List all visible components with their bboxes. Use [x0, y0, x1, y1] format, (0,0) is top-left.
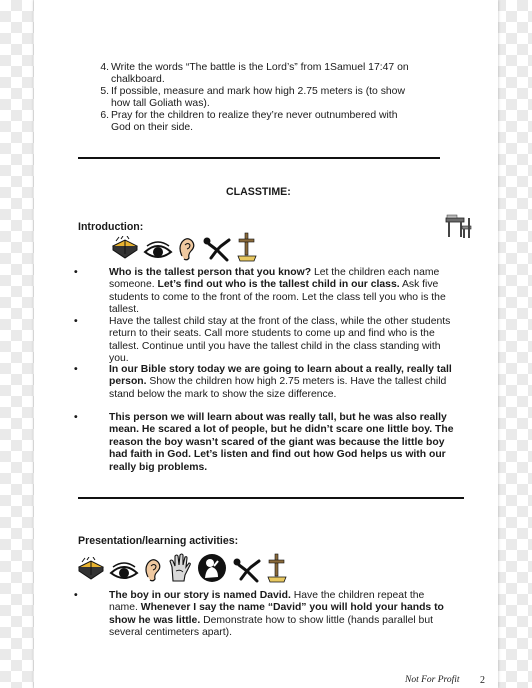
ear-icon [176, 236, 198, 262]
hand-icon [167, 553, 193, 583]
bullet-text: Demonstrate how to show little (hands parallel but several centimeters apart). [109, 614, 433, 639]
bullet-text: Show the children how high 2.75 meters is. Have the tallest child stand below the mark to show the size difference. [109, 376, 447, 400]
bullet-bold-text: Who is the tallest person that you know? [109, 267, 312, 278]
eye-icon [109, 561, 139, 583]
bullet-text: Have the children repeat the name. [109, 590, 425, 614]
list-item [74, 316, 454, 366]
stretching-person-icon [231, 557, 263, 583]
bullet-icon: • [74, 364, 78, 375]
bullet-icon: • [74, 267, 78, 278]
step-text: Write the words “The battle is the Lord’s” from 1Samuel 17:47 on chalkboard. [111, 62, 409, 86]
bullet-text: Ask five students to come to the front of the room. Let the class tell you who is the tallest. [109, 279, 446, 316]
list-item [75, 86, 415, 111]
page-number: 2 [480, 675, 485, 686]
bullet-text: Have the tallest child stay at the front of the class, while the other students return to their seats. Call more students to come up and find who is the tallest. Continue until you have the tallest child in the class standing with you. [109, 316, 451, 365]
cross-icon [236, 232, 258, 262]
list-item [75, 110, 415, 135]
presentation-icon-bar [76, 553, 288, 583]
classtime-heading: CLASSTIME: [226, 186, 291, 198]
bullet-icon: • [74, 412, 78, 423]
bullet-bold-text: The boy in our story is named David. [109, 590, 291, 601]
step-number: 5. [100, 86, 109, 97]
list-item [74, 412, 454, 474]
desk-chair-icon [443, 213, 473, 246]
ear-icon [142, 557, 164, 583]
bullet-bold-text: Whenever I say the name “David” you will hold your hands to show he was little. [109, 602, 444, 626]
step-text: If possible, measure and mark how high 2.75 meters is (to show how tall Goliath was). [111, 86, 405, 110]
list-item [74, 267, 454, 317]
list-item [74, 590, 454, 640]
bullet-icon: • [74, 590, 78, 601]
cross-icon [266, 553, 288, 583]
step-number: 4. [100, 62, 109, 73]
praying-person-icon [196, 553, 228, 583]
divider [78, 157, 440, 159]
presentation-heading: Presentation/learning activities: [78, 535, 239, 547]
eye-icon [143, 240, 173, 262]
bullet-text: Let the children each name someone. [109, 267, 440, 291]
divider [78, 497, 464, 499]
introduction-heading: Introduction: [78, 221, 144, 233]
bullet-bold-text: In our Bible story today we are going to learn about a really, really tall person. [109, 364, 452, 388]
book-icon [110, 236, 140, 262]
bullet-icon: • [74, 316, 78, 327]
step-number: 6. [100, 110, 109, 121]
footer-text: Not For Profit [405, 675, 460, 685]
introduction-icon-bar [110, 232, 258, 262]
book-icon [76, 557, 106, 583]
list-item [74, 364, 454, 401]
bullet-bold-text: Let’s find out who is the tallest child in our class. [157, 279, 400, 291]
list-item [75, 62, 415, 87]
bullet-bold-text: This person we will learn about was really tall, but he was also really mean. He scared a lot of people, but he didn’t scare one little boy. The reason the boy wasn’t scared of the giant was because the little boy had faith in God. Let’s listen and find out how God helps us with our really big problems. [109, 412, 454, 473]
step-text: Pray for the children to realize they’re never outnumbered with God on their side. [111, 110, 398, 134]
stretching-person-icon [201, 236, 233, 262]
